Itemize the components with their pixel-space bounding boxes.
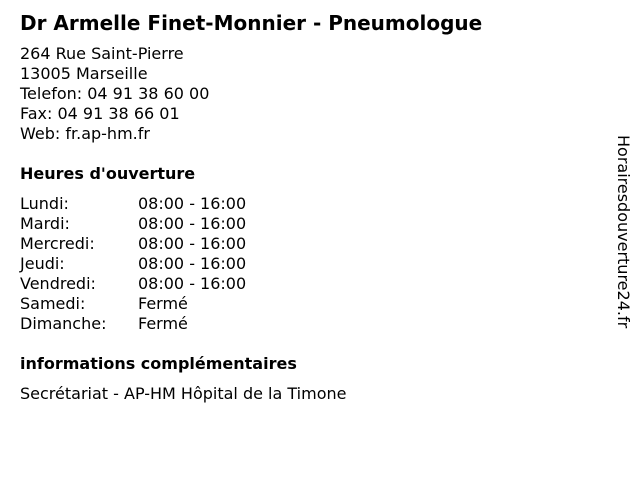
day-label: Dimanche: xyxy=(20,314,107,333)
contact-block xyxy=(20,44,209,144)
fax-number: Fax: 04 91 38 66 01 xyxy=(20,104,180,123)
day-label: Vendredi: xyxy=(20,274,96,293)
additional-info-heading: informations complémentaires xyxy=(20,354,297,373)
time-value: Fermé xyxy=(138,294,188,313)
time-value: 08:00 - 16:00 xyxy=(138,274,247,293)
time-value: 08:00 - 16:00 xyxy=(138,214,247,233)
day-label: Jeudi: xyxy=(20,254,65,273)
time-value: 08:00 - 16:00 xyxy=(138,254,247,273)
hours-row-friday xyxy=(20,274,280,294)
time-value: 08:00 - 16:00 xyxy=(138,194,247,213)
day-label: Mercredi: xyxy=(20,234,95,253)
hours-row-saturday xyxy=(20,294,280,314)
address-city: 13005 Marseille xyxy=(20,64,148,83)
address-street: 264 Rue Saint-Pierre xyxy=(20,44,184,63)
hours-row-wednesday xyxy=(20,234,280,254)
hours-row-sunday xyxy=(20,314,280,334)
website: Web: fr.ap-hm.fr xyxy=(20,124,150,143)
time-value: 08:00 - 16:00 xyxy=(138,234,247,253)
day-label: Samedi: xyxy=(20,294,86,313)
hours-row-thursday xyxy=(20,254,280,274)
hours-row-tuesday xyxy=(20,214,280,234)
site-watermark: Horairesdouverture24.fr xyxy=(614,135,633,329)
opening-hours-heading: Heures d'ouverture xyxy=(20,164,196,183)
opening-hours-table xyxy=(20,194,280,334)
time-value: Fermé xyxy=(138,314,188,333)
day-label: Mardi: xyxy=(20,214,70,233)
additional-info-text: Secrétariat - AP-HM Hôpital de la Timone xyxy=(20,384,347,403)
hours-row-monday xyxy=(20,194,280,214)
phone-number: Telefon: 04 91 38 60 00 xyxy=(20,84,210,103)
page-title: Dr Armelle Finet-Monnier - Pneumologue xyxy=(20,11,483,35)
day-label: Lundi: xyxy=(20,194,69,213)
